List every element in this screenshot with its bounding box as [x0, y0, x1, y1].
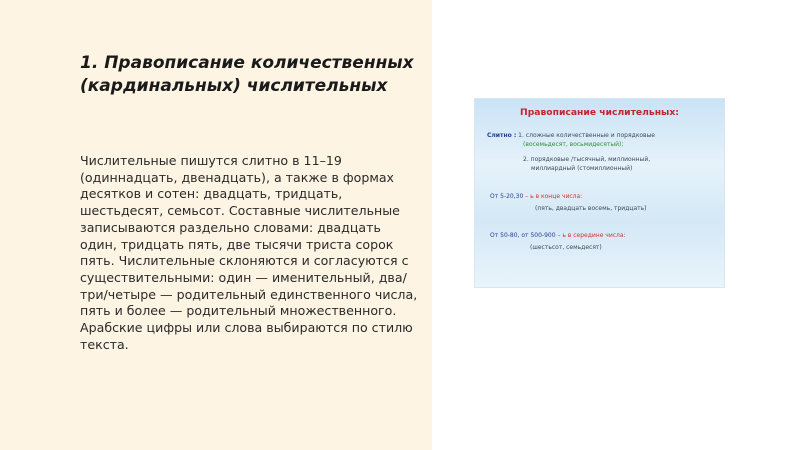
item2-number: 2. [523, 156, 529, 163]
item2-text-continued [531, 165, 632, 173]
item1-number: 1. [518, 132, 524, 139]
rule2-suffix: – ь в середине числа: [557, 232, 626, 239]
slitno-row-1 [487, 132, 655, 140]
rule2-examples: (шестьсот, семьдесят) [530, 244, 602, 251]
item1-text: сложные количественные и порядковые [525, 132, 655, 139]
illustration-title: Правописание числительных: [520, 107, 679, 118]
slide-body-text: Числительные пишутся слитно в 11–19 (одиннадцать, двенадцать), а также в формах десятков и сотен: двадцать, тридцать, шестьдесят, семьсот. Составные числительные записываются раздельно словами: двадцать один, тридцать пять, две тысячи триста сорок пять. Числительные склоняются и согласуются с существительными: один — именительный, два/три/четыре — родительный единственного числа, пять и более — родительный множественного. Арабские цифры или слова выбираются по стилю текста. [80, 153, 418, 352]
rule2-line [490, 232, 626, 240]
rule1-examples: (пять, двадцать восемь, тридцать) [535, 205, 647, 212]
rule1-prefix: От 5-20,30 [490, 193, 524, 200]
rules-illustration [475, 99, 724, 287]
rule1-line [490, 193, 582, 201]
slitno-row-2 [523, 156, 650, 164]
item1-examples: (восемьдесят, восьмидесятый); [523, 141, 624, 148]
item2-text: порядковые /тысячный, миллионный, [530, 156, 651, 163]
slide-title: 1. Правописание количественных (кардинальных) числительных [80, 53, 414, 96]
item2-text2: миллиардный (стомиллионный) [531, 165, 633, 172]
rule1-suffix: – ь в конце числа: [525, 193, 583, 200]
slitno-label: Слитно : [487, 132, 517, 139]
rule2-prefix: От 50-80, от 500-900 [490, 232, 556, 239]
